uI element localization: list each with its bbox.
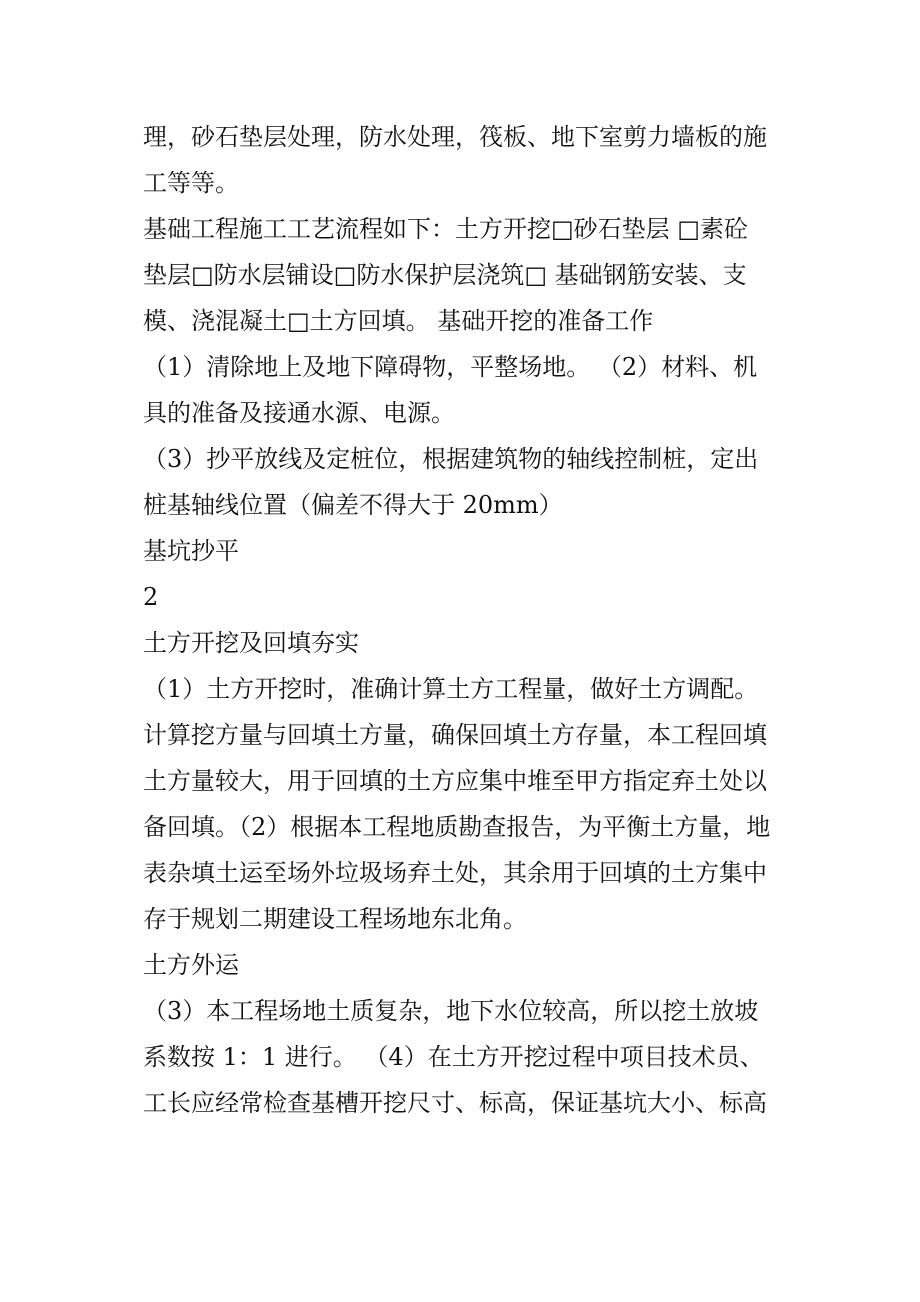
text-line: 桩基轴线位置（偏差不得大于 20mm） [143,491,563,519]
section-heading: 土方外运 [143,951,239,979]
text-line: 系数按 1：1 进行。 （4）在土方开挖过程中项目技术员、 [143,1043,764,1071]
text-line: （1）土方开挖时，准确计算土方工程量，做好土方调配。 [143,675,759,703]
text-line: 备回填。（2）根据本工程地质勘查报告，为平衡土方量，地 [143,813,771,841]
text-line: （3）本工程场地土质复杂，地下水位较高，所以挖土放坡 [143,997,759,1025]
document-body [143,114,793,1126]
text-line: 基础工程施工工艺流程如下：土方开挖□砂石垫层 □素砼 [143,215,748,243]
text-line: 工等等。 [143,169,239,197]
text-line: 表杂填土运至场外垃圾场弃土处，其余用于回填的土方集中 [143,859,767,887]
text-line: 垫层□防水层铺设□防水保护层浇筑□ 基础钢筋安装、支 [143,261,747,289]
text-line: （3）抄平放线及定桩位，根据建筑物的轴线控制桩，定出 [143,445,759,473]
text-line: 计算挖方量与回填土方量，确保回填土方存量，本工程回填 [143,721,767,749]
text-line: 模、浇混凝土□土方回填。 基础开挖的准备工作 [143,307,654,335]
text-line: 土方量较大，用于回填的土方应集中堆至甲方指定弃土处以 [143,767,767,795]
section-heading: 基坑抄平 [143,537,239,565]
section-heading: 土方开挖及回填夯实 [143,629,359,657]
text-line: 理，砂石垫层处理，防水处理，筏板、地下室剪力墙板的施 [143,123,767,151]
text-line: 具的准备及接通水源、电源。 [143,399,455,427]
text-line: 存于规划二期建设工程场地东北角。 [143,905,527,933]
text-line: 工长应经常检查基槽开挖尺寸、标高，保证基坑大小、标高 [143,1089,767,1117]
section-number: 2 [143,583,159,611]
text-line: （1）清除地上及地下障碍物，平整场地。 （2）材料、机 [143,353,758,381]
